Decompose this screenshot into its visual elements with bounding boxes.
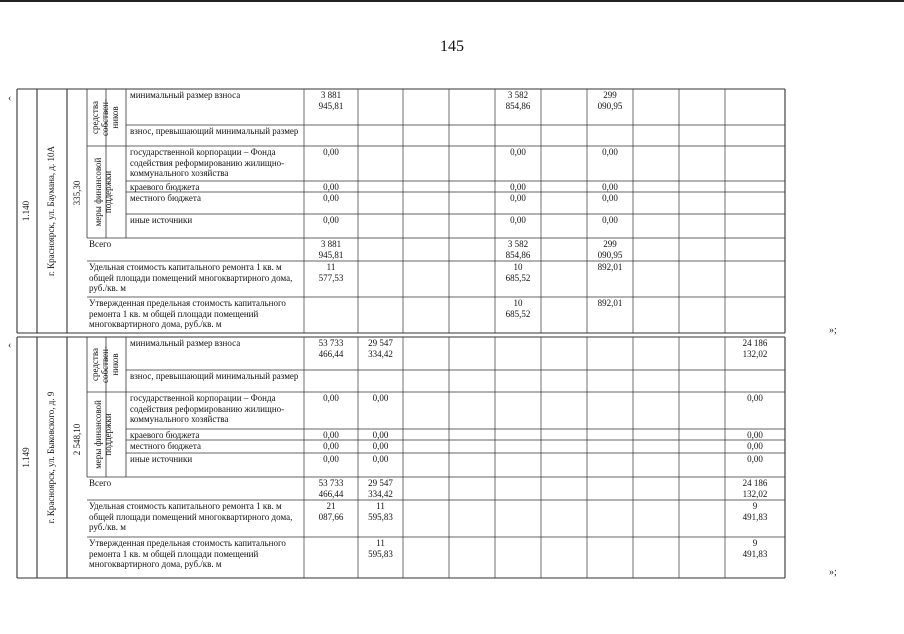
value-cell: 0,00 xyxy=(602,215,618,225)
value-cell: 53 733 466,44 xyxy=(318,478,344,499)
row-label: взнос, превышающий минимальный размер xyxy=(130,126,299,136)
row-label: Всего xyxy=(89,239,112,249)
value-cell: 21 087,66 xyxy=(318,501,344,522)
row-label: Утвержденная предельная стоимость капитального ремонта 1 кв. м общей площади помещений многоквартирного дома, руб./кв. м xyxy=(89,538,286,569)
value-cell: 0,00 xyxy=(747,441,763,451)
value-cell: 24 186 132,02 xyxy=(742,338,768,359)
value-cell: 0,00 xyxy=(372,430,389,440)
area-value: 335,30 xyxy=(72,180,82,206)
area-value: 2 548,10 xyxy=(72,423,82,456)
value-cell xyxy=(305,371,357,392)
value-cell: 3 881 945,81 xyxy=(318,90,344,111)
value-cell xyxy=(726,262,784,297)
page-number: 145 xyxy=(440,38,464,55)
value-cell: 0,00 xyxy=(372,441,389,451)
value-cell: 0,00 xyxy=(747,430,763,440)
value-cell xyxy=(305,298,357,333)
value-cell: 0,00 xyxy=(510,147,526,157)
value-cell: 11 595,83 xyxy=(368,538,393,559)
address-label: г. Красноярск, ул. Баумана, д. 10А xyxy=(46,145,56,277)
closing-quote-mark: »; xyxy=(829,567,837,578)
value-cell xyxy=(305,538,357,578)
value-cell: 892,01 xyxy=(597,262,623,272)
owners-funds-group: средства собствен-ников xyxy=(90,99,120,137)
row-label: взнос, превышающий минимальный размер xyxy=(130,371,299,381)
value-cell: 0,00 xyxy=(323,147,339,157)
value-cell: 299 090,95 xyxy=(597,239,623,260)
value-cell: 10 685,52 xyxy=(505,298,531,319)
row-label: Всего xyxy=(89,478,112,488)
value-cell: 0,00 xyxy=(510,215,526,225)
value-cell: 0,00 xyxy=(323,193,339,203)
value-cell: 0,00 xyxy=(602,182,618,192)
value-cell: 3 582 854,86 xyxy=(505,90,531,111)
value-cell xyxy=(726,126,784,146)
value-cell xyxy=(726,90,784,125)
row-label: краевого бюджета xyxy=(130,182,200,192)
row-label: иные источники xyxy=(130,215,193,225)
value-cell: 29 547 334,42 xyxy=(368,338,393,359)
value-cell xyxy=(726,147,784,181)
value-cell: 3 881 945,81 xyxy=(318,239,344,260)
row-number: 1.149 xyxy=(21,447,31,468)
value-cell: 0,00 xyxy=(510,182,526,192)
value-cell: 10 685,52 xyxy=(505,262,531,283)
value-cell: 892,01 xyxy=(597,298,623,308)
left-bracket-mark: ‹ xyxy=(8,340,12,351)
row-label: местного бюджета xyxy=(130,441,201,451)
value-cell xyxy=(726,193,784,214)
left-bracket-mark: ‹ xyxy=(8,93,12,104)
value-cell xyxy=(359,371,402,392)
value-cell: 3 582 854,86 xyxy=(505,239,531,260)
value-cell xyxy=(726,298,784,333)
value-cell: 0,00 xyxy=(323,441,339,451)
value-cell: 9 491,83 xyxy=(742,501,768,522)
financial-support-group: меры финансовой поддержки xyxy=(93,400,113,469)
value-cell: 53 733 466,44 xyxy=(318,338,344,359)
row-label: минимальный размер взноса xyxy=(130,338,241,348)
value-cell: 0,00 xyxy=(372,454,389,464)
value-cell: 0,00 xyxy=(323,454,339,464)
value-cell xyxy=(588,126,632,146)
value-cell: 29 547 334,42 xyxy=(368,478,393,499)
value-cell xyxy=(305,126,357,146)
value-cell: 11 595,83 xyxy=(368,501,393,522)
row-label: Удельная стоимость капитального ремонта 1 кв. м общей площади помещений многоквартирного дома, руб./кв. м xyxy=(89,501,293,532)
value-cell: 0,00 xyxy=(602,193,618,203)
row-label: местного бюджета xyxy=(130,193,201,203)
value-cell: 11 577,53 xyxy=(318,262,344,283)
value-cell: 0,00 xyxy=(747,393,763,403)
value-cell xyxy=(726,182,784,192)
row-label: краевого бюджета xyxy=(130,430,200,440)
financial-support-group: меры финансовой поддержки xyxy=(93,157,113,227)
value-cell xyxy=(726,215,784,238)
value-cell: 9 491,83 xyxy=(742,538,768,559)
value-cell: 24 186 132,02 xyxy=(742,478,768,499)
row-number: 1.140 xyxy=(21,200,31,222)
value-cell: 0,00 xyxy=(510,193,526,203)
value-cell: 0,00 xyxy=(602,147,618,157)
value-cell: 0,00 xyxy=(323,430,339,440)
value-cell: 299 090,95 xyxy=(597,90,623,111)
owners-funds-group: средства собствен-ников xyxy=(90,346,120,384)
value-cell: 0,00 xyxy=(372,393,389,403)
row-label: государственной корпорации – Фонда содействия реформированию жилищно-коммунального хозяйства xyxy=(130,393,285,424)
row-label: минимальный размер взноса xyxy=(130,90,241,100)
value-cell: 0,00 xyxy=(747,454,763,464)
row-label: государственной корпорации – Фонда содействия реформированию жилищно-коммунального хозяйства xyxy=(130,147,285,178)
value-cell: 0,00 xyxy=(323,182,339,192)
address-label: г. Красноярск, ул. Быковского, д. 9 xyxy=(46,391,56,524)
row-label: Удельная стоимость капитального ремонта 1 кв. м общей площади помещений многоквартирного дома, руб./кв. м xyxy=(89,262,293,293)
value-cell: 0,00 xyxy=(323,215,339,225)
value-cell xyxy=(726,239,784,261)
row-label: Утвержденная предельная стоимость капитального ремонта 1 кв. м общей площади помещений многоквартирного дома, руб./кв. м xyxy=(89,298,286,329)
value-cell: 0,00 xyxy=(323,393,339,403)
row-label: иные источники xyxy=(130,454,193,464)
value-cell xyxy=(726,371,784,392)
value-cell xyxy=(496,126,540,146)
closing-quote-mark: »; xyxy=(829,325,837,336)
